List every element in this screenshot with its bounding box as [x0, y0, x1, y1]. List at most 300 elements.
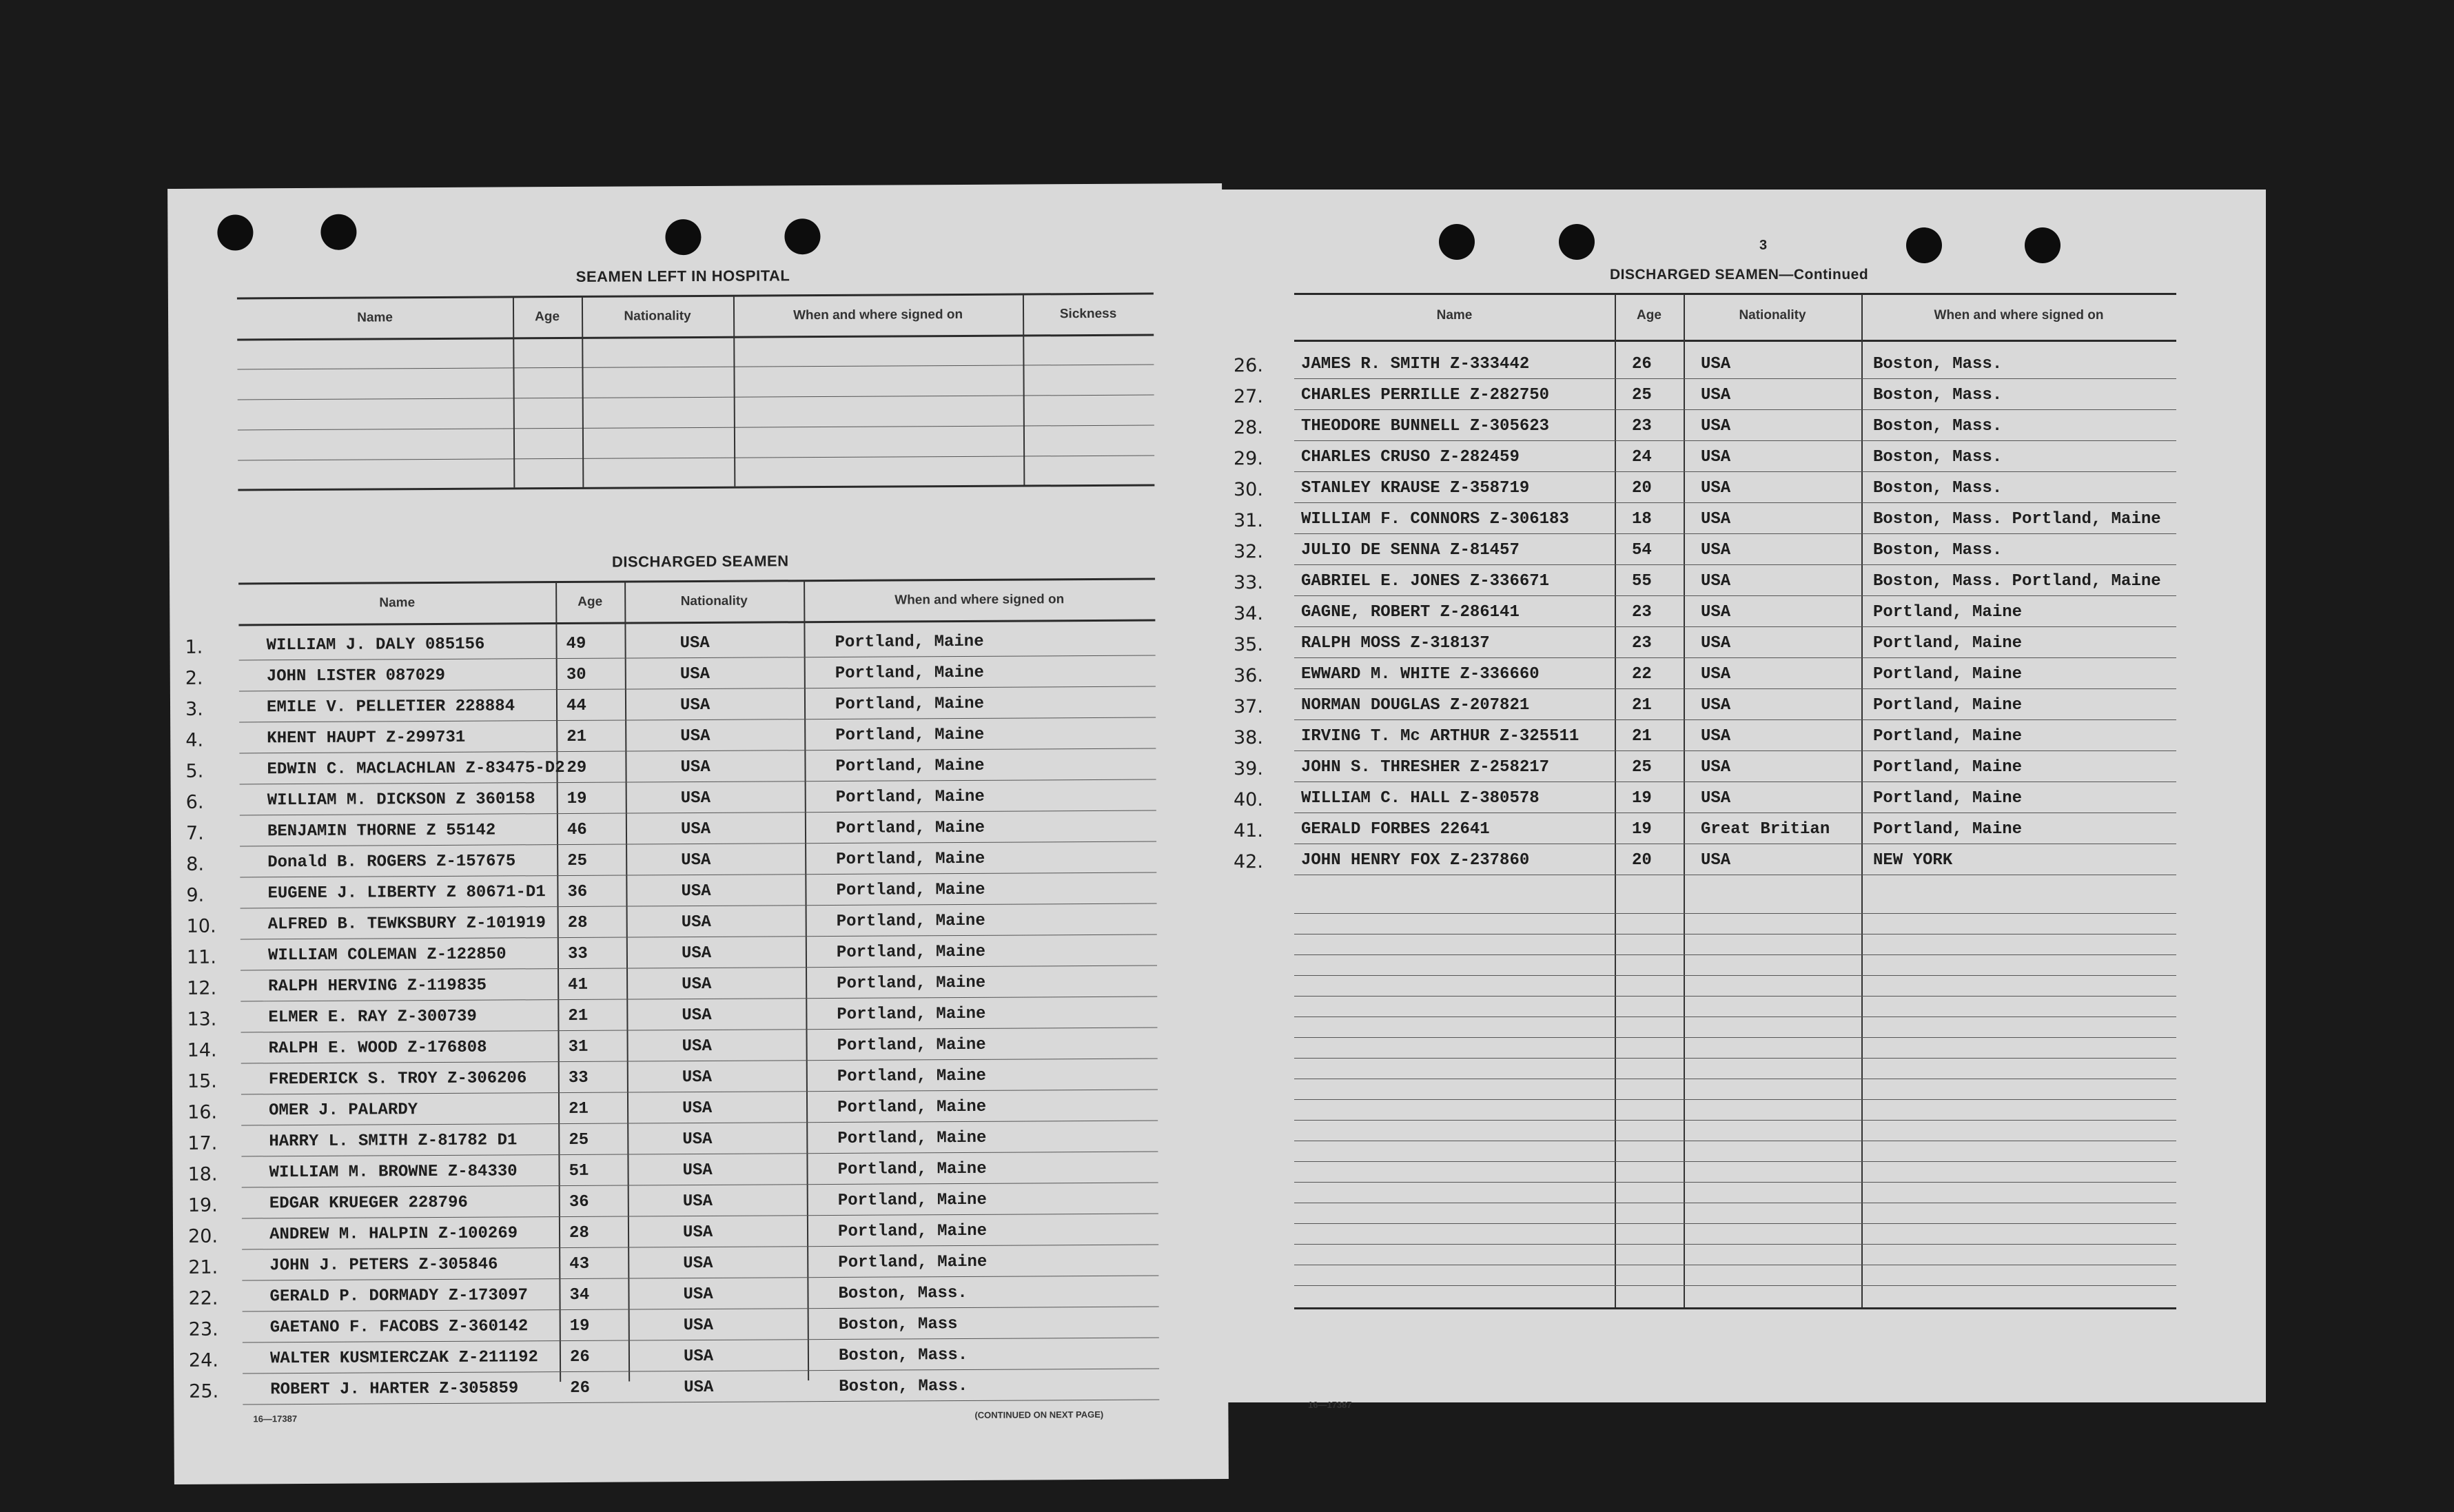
- table-row: [1218, 727, 2197, 758]
- seaman-age: 26: [569, 1347, 590, 1367]
- hospital-col-age: Age: [535, 309, 560, 325]
- row-number: 18.: [187, 1163, 218, 1185]
- rule: [1294, 750, 2176, 751]
- rule: [238, 456, 1154, 461]
- rule: [1294, 781, 2176, 782]
- table-row: [1218, 572, 2197, 603]
- seaman-nationality: USA: [683, 1285, 713, 1305]
- rule: [1294, 1223, 2176, 1224]
- col-divider: [582, 297, 584, 487]
- signed-on-place: Portland, Maine: [837, 1066, 986, 1086]
- rule: [1294, 688, 2176, 689]
- row-number: 4.: [185, 729, 204, 751]
- seaman-nationality: USA: [1701, 479, 1731, 498]
- rule: [241, 1090, 1158, 1095]
- signed-on-place: NEW YORK: [1873, 851, 1953, 870]
- signed-on-place: Boston, Mass.: [1873, 386, 2003, 405]
- signed-on-place: Portland, Maine: [835, 818, 985, 838]
- seaman-age: 51: [569, 1161, 589, 1181]
- row-number: 35.: [1234, 634, 1263, 655]
- rule: [1294, 1120, 2176, 1121]
- table-row: [1218, 355, 2197, 386]
- seaman-age: 20: [1632, 851, 1652, 870]
- signed-on-place: Portland, Maine: [1873, 603, 2023, 622]
- row-number: 39.: [1234, 758, 1263, 779]
- seaman-name: JOHN J. PETERS Z-305846: [269, 1255, 498, 1276]
- hospital-col-name: Name: [357, 310, 393, 325]
- seaman-age: 18: [1632, 510, 1652, 529]
- seaman-name: ELMER E. RAY Z-300739: [268, 1007, 477, 1028]
- table-row: [1218, 479, 2197, 510]
- seaman-nationality: USA: [684, 1378, 714, 1398]
- rule: [1294, 1285, 2176, 1286]
- seaman-nationality: USA: [1701, 696, 1731, 715]
- seaman-age: 31: [568, 1037, 589, 1056]
- row-number: 9.: [186, 884, 205, 906]
- rule: [1294, 409, 2176, 410]
- seaman-age: 29: [566, 758, 587, 777]
- signed-on-place: Portland, Maine: [837, 1004, 986, 1024]
- col-nationality: Nationality: [1739, 308, 1806, 323]
- rule: [1294, 1058, 2176, 1059]
- signed-on-place: Portland, Maine: [837, 1128, 987, 1148]
- punch-hole: [2025, 227, 2061, 263]
- table-row: [173, 1220, 1172, 1257]
- seaman-nationality: USA: [682, 974, 712, 994]
- signed-on-place: Boston, Mass. Portland, Maine: [1873, 572, 2161, 591]
- rule: [240, 810, 1156, 816]
- row-number: 33.: [1234, 572, 1263, 593]
- rule: [238, 425, 1154, 431]
- rule: [241, 1152, 1158, 1157]
- seaman-age: 25: [1632, 758, 1652, 777]
- rule: [237, 365, 1154, 370]
- seaman-name: JOHN HENRY FOX Z-237860: [1301, 851, 1530, 870]
- rule: [238, 395, 1154, 400]
- row-number: 31.: [1234, 510, 1263, 531]
- rule: [241, 934, 1157, 940]
- col-divider: [733, 296, 735, 487]
- hospital-col-signed-on: When and where signed on: [793, 307, 963, 323]
- table-row: [1218, 603, 2197, 634]
- table-row: [1218, 634, 2197, 665]
- punch-hole: [1439, 224, 1475, 260]
- row-number: 41.: [1234, 820, 1263, 841]
- seaman-age: 49: [566, 634, 586, 653]
- table-row: [1218, 758, 2197, 789]
- seaman-nationality: USA: [1701, 510, 1731, 529]
- table-row: [173, 1252, 1172, 1288]
- signed-on-place: Boston, Mass.: [1873, 448, 2003, 467]
- table-row: [1218, 851, 2197, 882]
- seaman-age: 25: [569, 1130, 589, 1150]
- table-row: [1218, 448, 2197, 479]
- seaman-nationality: USA: [1701, 851, 1731, 870]
- seaman-age: 44: [566, 696, 586, 715]
- signed-on-place: Boston, Mass.: [1873, 417, 2003, 436]
- seaman-nationality: USA: [1701, 386, 1731, 405]
- seaman-name: EUGENE J. LIBERTY Z 80671-D1: [267, 883, 546, 903]
- seaman-age: 25: [567, 851, 588, 870]
- table-row: [173, 1189, 1172, 1226]
- rule: [1294, 533, 2176, 534]
- rule: [239, 748, 1156, 754]
- seaman-name: ROBERT J. HARTER Z-305859: [270, 1379, 519, 1400]
- signed-on-place: Boston, Mass.: [1873, 355, 2003, 374]
- punch-hole: [665, 219, 701, 255]
- row-number: 26.: [1234, 355, 1263, 376]
- seaman-age: 25: [1632, 386, 1652, 405]
- seaman-nationality: USA: [1701, 758, 1731, 777]
- row-number: 36.: [1234, 665, 1263, 686]
- seaman-age: 36: [569, 1192, 589, 1212]
- row-number: 1.: [185, 636, 203, 658]
- row-number: 23.: [188, 1318, 218, 1340]
- rule: [237, 293, 1154, 300]
- seaman-name: GAGNE, ROBERT Z-286141: [1301, 603, 1520, 622]
- seaman-name: JAMES R. SMITH Z-333442: [1301, 355, 1530, 374]
- rule: [241, 1059, 1158, 1064]
- rule: [243, 1338, 1159, 1343]
- rule: [242, 1245, 1158, 1250]
- seaman-name: EDGAR KRUEGER 228796: [269, 1193, 468, 1214]
- seaman-nationality: USA: [682, 1099, 713, 1118]
- seaman-age: 23: [1632, 634, 1652, 653]
- punch-hole: [320, 214, 356, 250]
- rule: [1294, 657, 2176, 658]
- signed-on-place: Portland, Maine: [835, 694, 985, 714]
- table-row: [172, 1034, 1172, 1071]
- seaman-name: RALPH E. WOOD Z-176808: [268, 1038, 487, 1059]
- row-number: 14.: [187, 1039, 217, 1061]
- seaman-name: RALPH HERVING Z-119835: [268, 976, 487, 997]
- table-row: [1218, 820, 2197, 851]
- row-number: 29.: [1234, 448, 1263, 469]
- seaman-nationality: USA: [682, 1192, 713, 1212]
- seaman-nationality: USA: [683, 1316, 714, 1336]
- rule: [242, 1276, 1158, 1281]
- row-number: 37.: [1234, 696, 1263, 717]
- seaman-name: Donald B. ROGERS Z-157675: [267, 852, 516, 872]
- rule: [1294, 293, 2176, 295]
- seaman-nationality: USA: [682, 1036, 712, 1056]
- seaman-nationality: USA: [1701, 448, 1731, 467]
- signed-on-place: Portland, Maine: [835, 663, 984, 683]
- seaman-name: EMILE V. PELLETIER 228884: [266, 697, 515, 717]
- seaman-age: 21: [1632, 696, 1652, 715]
- signed-on-place: Portland, Maine: [1873, 758, 2023, 777]
- rule: [241, 997, 1157, 1002]
- table-row: [170, 693, 1169, 730]
- row-number: 3.: [185, 698, 203, 720]
- seaman-name: WILLIAM J. DALY 085156: [266, 635, 485, 655]
- seaman-nationality: USA: [680, 726, 710, 746]
- seaman-name: CHARLES PERRILLE Z-282750: [1301, 386, 1550, 405]
- seaman-age: 30: [566, 665, 586, 684]
- row-number: 22.: [188, 1287, 218, 1309]
- seaman-age: 33: [567, 944, 588, 963]
- seaman-name: NORMAN DOUGLAS Z-207821: [1301, 696, 1530, 715]
- seaman-name: GERALD P. DORMADY Z-173097: [269, 1286, 529, 1307]
- seaman-nationality: USA: [1701, 789, 1731, 808]
- signed-on-place: Boston, Mass.: [1873, 479, 2003, 498]
- seaman-age: 46: [566, 820, 587, 839]
- signed-on-place: Portland, Maine: [1873, 789, 2023, 808]
- seaman-nationality: USA: [1701, 355, 1731, 374]
- seaman-nationality: USA: [683, 1254, 713, 1274]
- seaman-nationality: USA: [680, 819, 711, 839]
- seaman-name: JOHN S. THRESHER Z-258217: [1301, 758, 1550, 777]
- rule: [240, 872, 1156, 878]
- seaman-nationality: USA: [1701, 727, 1731, 746]
- rule: [243, 1400, 1159, 1405]
- seaman-age: 55: [1632, 572, 1652, 591]
- row-number: 17.: [187, 1132, 218, 1154]
- seaman-age: 33: [568, 1068, 589, 1087]
- row-number: 16.: [187, 1101, 218, 1123]
- seaman-age: 24: [1632, 448, 1652, 467]
- seaman-age: 26: [1632, 355, 1652, 374]
- table-row: [1218, 789, 2197, 820]
- signed-on-place: Portland, Maine: [1873, 820, 2023, 839]
- rule: [242, 1214, 1158, 1219]
- seaman-nationality: USA: [680, 788, 711, 808]
- row-number: 34.: [1234, 603, 1263, 624]
- seaman-age: 34: [569, 1285, 590, 1305]
- row-number: 12.: [187, 977, 217, 999]
- signed-on-place: Portland, Maine: [836, 942, 986, 962]
- seaman-age: 22: [1632, 665, 1652, 684]
- signed-on-place: Portland, Maine: [837, 1097, 987, 1117]
- form-number: 16—17387: [1308, 1400, 1352, 1410]
- table-row: [170, 631, 1169, 668]
- punch-hole: [1559, 224, 1595, 260]
- signed-on-place: Boston, Mass.: [838, 1283, 968, 1303]
- seaman-nationality: USA: [681, 881, 711, 901]
- signed-on-place: Portland, Maine: [1873, 665, 2023, 684]
- seaman-name: EWWARD M. WHITE Z-336660: [1301, 665, 1540, 684]
- rule: [1294, 564, 2176, 565]
- signed-on-place: Portland, Maine: [835, 756, 985, 776]
- seaman-nationality: USA: [682, 1223, 713, 1243]
- seaman-name: GERALD FORBES 22641: [1301, 820, 1490, 839]
- seaman-name: THEODORE BUNNELL Z-305623: [1301, 417, 1550, 436]
- rule: [239, 655, 1156, 661]
- seaman-age: 28: [567, 913, 588, 932]
- table-row: [172, 1158, 1172, 1195]
- punch-hole: [784, 218, 820, 254]
- seaman-age: 19: [569, 1316, 590, 1336]
- table-row: [172, 941, 1171, 978]
- table-row: [1218, 386, 2197, 417]
- rule: [237, 334, 1154, 341]
- table-row: [171, 879, 1170, 916]
- signed-on-place: Portland, Maine: [835, 725, 985, 745]
- seaman-nationality: USA: [679, 664, 710, 684]
- table-row: [172, 1003, 1171, 1040]
- signed-on-place: Portland, Maine: [836, 880, 985, 900]
- signed-on-place: Portland, Maine: [1873, 634, 2023, 653]
- table-row: [170, 662, 1169, 699]
- rule: [1294, 626, 2176, 627]
- seaman-age: 23: [1632, 603, 1652, 622]
- table-row: [1218, 417, 2197, 448]
- table-row: [1218, 665, 2197, 696]
- rule: [1294, 502, 2176, 503]
- row-number: 6.: [185, 791, 204, 813]
- seaman-name: WALTER KUSMIERCZAK Z-211192: [269, 1348, 538, 1369]
- seaman-nationality: USA: [681, 943, 712, 963]
- col-name: Name: [379, 595, 416, 611]
- seaman-nationality: USA: [1701, 541, 1731, 560]
- seaman-nationality: USA: [681, 850, 711, 870]
- seaman-nationality: USA: [679, 695, 710, 715]
- rule: [240, 779, 1156, 785]
- seaman-nationality: USA: [682, 1130, 713, 1150]
- seaman-age: 36: [567, 882, 588, 901]
- hospital-col-sickness: Sickness: [1059, 306, 1117, 322]
- seaman-nationality: USA: [683, 1347, 714, 1367]
- row-number: 21.: [188, 1256, 218, 1278]
- table-row: [174, 1376, 1173, 1412]
- row-number: 7.: [185, 822, 204, 844]
- seaman-name: ANDREW M. HALPIN Z-100269: [269, 1224, 518, 1245]
- seaman-name: WILLIAM F. CONNORS Z-306183: [1301, 510, 1569, 529]
- rule: [1294, 954, 2176, 955]
- punch-hole: [217, 214, 253, 250]
- seaman-age: 19: [1632, 789, 1652, 808]
- col-name: Name: [1436, 308, 1473, 323]
- table-row: [1218, 696, 2197, 727]
- seaman-name: OMER J. PALARDY: [269, 1101, 418, 1121]
- table-row: [172, 910, 1171, 947]
- seaman-name: WILLIAM M. DICKSON Z 360158: [267, 790, 535, 810]
- row-number: 5.: [185, 760, 204, 782]
- rule: [1294, 595, 2176, 596]
- rule: [241, 966, 1157, 971]
- seaman-name: JULIO DE SENNA Z-81457: [1301, 541, 1520, 560]
- table-row: [174, 1345, 1173, 1381]
- table-row: [172, 1096, 1172, 1133]
- seaman-name: STANLEY KRAUSE Z-358719: [1301, 479, 1530, 498]
- signed-on-place: Boston, Mass: [838, 1315, 958, 1334]
- rule: [1294, 1182, 2176, 1183]
- seaman-age: 23: [1632, 417, 1652, 436]
- table-row: [170, 724, 1169, 761]
- signed-on-place: Portland, Maine: [837, 1190, 987, 1210]
- col-signed-on: When and where signed on: [1934, 308, 2104, 323]
- seaman-age: 26: [570, 1378, 591, 1398]
- rule: [1294, 471, 2176, 472]
- form-number: 16—17387: [253, 1413, 298, 1424]
- table-row: [171, 817, 1170, 854]
- signed-on-place: Portland, Maine: [837, 1221, 988, 1241]
- seaman-nationality: USA: [1701, 572, 1731, 591]
- rule: [240, 841, 1156, 847]
- seaman-nationality: USA: [682, 1005, 712, 1025]
- hospital-section-title: SEAMEN LEFT IN HOSPITAL: [575, 267, 790, 285]
- seaman-name: WILLIAM COLEMAN Z-122850: [267, 945, 507, 966]
- seaman-name: GABRIEL E. JONES Z-336671: [1301, 572, 1550, 591]
- rule: [1294, 340, 2176, 342]
- signed-on-place: Portland, Maine: [836, 849, 985, 869]
- rule: [241, 1028, 1157, 1033]
- seaman-age: 20: [1632, 479, 1652, 498]
- seaman-nationality: USA: [1701, 603, 1731, 622]
- signed-on-place: Portland, Maine: [1873, 696, 2023, 715]
- rule: [238, 484, 1154, 491]
- rule: [241, 1121, 1158, 1126]
- row-number: 38.: [1234, 727, 1263, 748]
- rule: [1294, 1016, 2176, 1017]
- row-number: 8.: [186, 853, 205, 875]
- seaman-nationality: USA: [679, 633, 710, 653]
- seaman-nationality: USA: [680, 757, 710, 777]
- table-row: [1218, 541, 2197, 572]
- signed-on-place: Portland, Maine: [838, 1252, 988, 1272]
- signed-on-place: Boston, Mass.: [839, 1376, 968, 1396]
- seaman-age: 21: [1632, 727, 1652, 746]
- rule: [243, 1307, 1159, 1312]
- row-number: 25.: [189, 1380, 219, 1402]
- row-number: 11.: [186, 946, 216, 968]
- table-row: [174, 1314, 1173, 1350]
- seaman-name: WILLIAM M. BROWNE Z-84330: [269, 1162, 518, 1183]
- seaman-name: ALFRED B. TEWKSBURY Z-101919: [267, 914, 546, 934]
- table-row: [1218, 510, 2197, 541]
- rule: [238, 620, 1155, 626]
- discharged-continued-title: DISCHARGED SEAMEN—Continued: [1610, 267, 1869, 283]
- rule: [242, 1183, 1158, 1188]
- seaman-age: 21: [568, 1006, 589, 1025]
- rule: [239, 717, 1156, 723]
- seaman-nationality: USA: [1701, 665, 1731, 684]
- signed-on-place: Portland, Maine: [835, 787, 985, 807]
- rule: [1294, 378, 2176, 379]
- seaman-age: 21: [566, 727, 587, 746]
- signed-on-place: Boston, Mass. Portland, Maine: [1873, 510, 2161, 529]
- seaman-name: EDWIN C. MACLACHLAN Z-83475-D2: [267, 759, 565, 779]
- signed-on-place: Portland, Maine: [835, 632, 984, 652]
- row-number: 24.: [188, 1349, 219, 1371]
- rule: [1294, 1307, 2176, 1309]
- rule: [1294, 1244, 2176, 1245]
- seaman-age: 54: [1632, 541, 1652, 560]
- hospital-col-nationality: Nationality: [624, 309, 691, 324]
- punch-hole: [1906, 227, 1942, 263]
- table-row: [172, 972, 1171, 1009]
- seaman-name: CHARLES CRUSO Z-282459: [1301, 448, 1520, 467]
- seaman-age: 21: [569, 1099, 589, 1118]
- page-number: 3: [1759, 238, 1768, 253]
- col-divider: [1023, 295, 1025, 485]
- row-number: 42.: [1234, 851, 1263, 872]
- signed-on-place: Portland, Maine: [837, 973, 986, 993]
- seaman-name: HARRY L. SMITH Z-81782 D1: [269, 1131, 518, 1152]
- seaman-name: IRVING T. Mc ARTHUR Z-325511: [1301, 727, 1579, 746]
- discharged-section-title: DISCHARGED SEAMEN: [611, 552, 789, 571]
- seaman-age: 19: [1632, 820, 1652, 839]
- table-row: [171, 848, 1170, 885]
- row-number: 20.: [187, 1225, 218, 1247]
- seaman-nationality: USA: [1701, 634, 1731, 653]
- table-row: [172, 1065, 1172, 1102]
- seaman-nationality: USA: [1701, 417, 1731, 436]
- seaman-nationality: USA: [681, 912, 711, 932]
- seaman-name: WILLIAM C. HALL Z-380578: [1301, 789, 1540, 808]
- seaman-name: BENJAMIN THORNE Z 55142: [267, 821, 496, 841]
- table-row: [171, 786, 1170, 823]
